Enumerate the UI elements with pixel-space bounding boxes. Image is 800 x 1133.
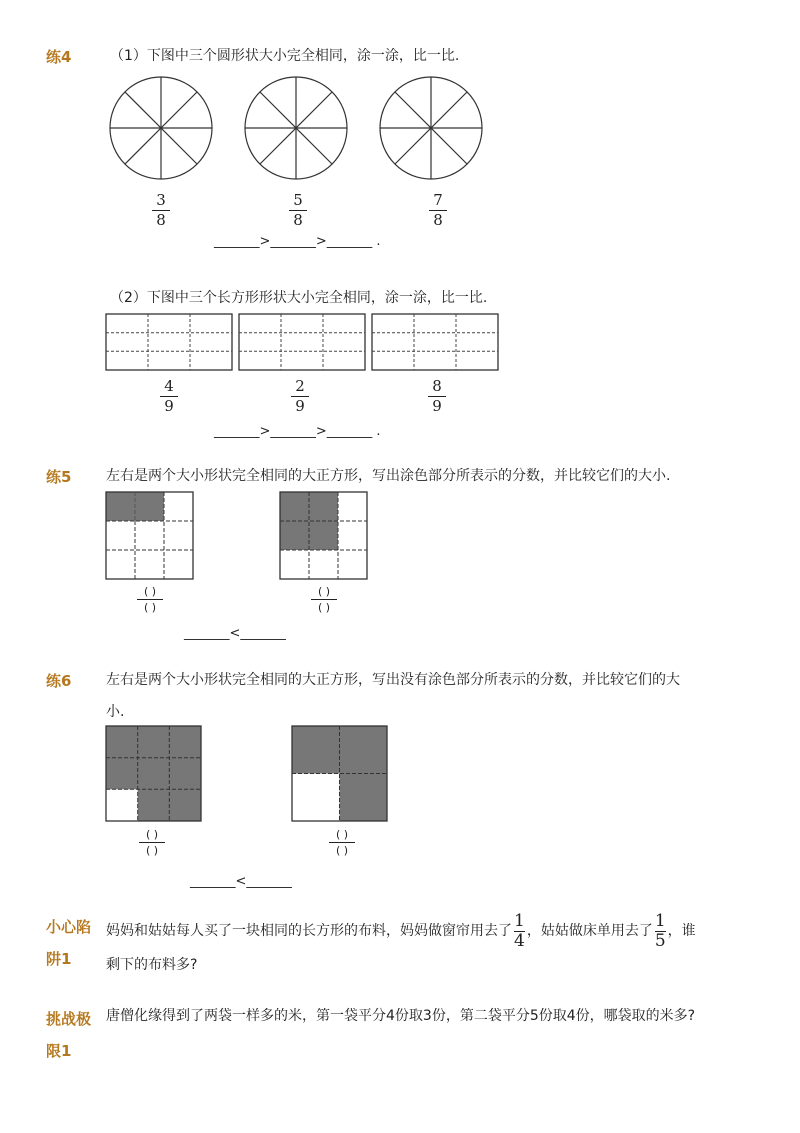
ex6-square-left (106, 726, 201, 821)
ex5-label: 练5 (46, 468, 72, 486)
ex4-part1-prompt: （1）下图中三个圆形状大小完全相同，涂一涂，比一比. (110, 48, 460, 64)
rectangle-3-fraction: 8 9 (428, 378, 446, 415)
rectangle-2-fraction: 2 9 (291, 378, 309, 415)
ex5-right-answer[interactable]: ( ) ( ) (311, 585, 337, 614)
trap1-text-b: ，姑姑做床单用去了 (526, 923, 653, 939)
trap1-label-line1: 小心陷 (46, 918, 92, 936)
ex6-squares-figure (104, 724, 404, 824)
challenge1-label-line1: 挑战极 (46, 1010, 92, 1028)
circle-3-fraction: 7 8 (429, 192, 447, 229)
rectangle-2 (239, 314, 365, 370)
ex5-squares-figure (104, 490, 404, 582)
trap1-text-a: 妈妈和姑姑每人买了一块相同的长方形的布料，妈妈做窗帘用去了 (106, 923, 512, 939)
circle-2 (245, 77, 347, 179)
rectangle-3 (372, 314, 498, 370)
circle-1 (110, 77, 212, 179)
ex5-square-right (280, 492, 367, 579)
trap1-fraction-b: $\frac{1}{5}$ (654, 910, 666, 951)
circles-figure (100, 76, 500, 186)
ex4-part1-compare[interactable]: _______>_______>_______ . (214, 234, 381, 249)
ex5-left-answer[interactable]: ( ) ( ) (137, 585, 163, 614)
ex6-compare[interactable]: _______<_______ (190, 874, 292, 889)
ex4-part2-compare[interactable]: _______>_______>_______ . (214, 424, 381, 439)
ex5-square-left (106, 492, 193, 579)
ex5-compare[interactable]: _______<_______ (184, 626, 286, 641)
ex4-label: 练4 (46, 48, 72, 66)
circle-2-fraction: 5 8 (289, 192, 307, 229)
rectangle-1-fraction: 4 9 (160, 378, 178, 415)
ex6-square-right (292, 726, 387, 821)
ex5-prompt: 左右是两个大小形状完全相同的大正方形，写出涂色部分所表示的分数，并比较它们的大小. (106, 468, 671, 484)
trap1-line2: 剩下的布料多? (106, 957, 198, 973)
ex6-prompt-line1: 左右是两个大小形状完全相同的大正方形，写出没有涂色部分所表示的分数，并比较它们的大 (106, 672, 680, 688)
rectangle-1 (106, 314, 232, 370)
ex6-prompt-line2: 小. (106, 704, 125, 720)
trap1-fraction-a: $\frac{1}{4}$ (514, 910, 525, 951)
circle-1-fraction: 3 8 (152, 192, 170, 229)
ex4-part2-prompt: （2）下图中三个长方形形状大小完全相同，涂一涂，比一比. (110, 290, 488, 306)
trap1-label-line2: 阱1 (46, 950, 72, 968)
circle-3 (380, 77, 482, 179)
challenge1-label-line2: 限1 (46, 1042, 72, 1060)
ex6-left-answer[interactable]: ( ) ( ) (139, 828, 165, 857)
trap1-text-c: ，谁 (667, 923, 696, 939)
trap1-question (106, 912, 696, 950)
ex6-label: 练6 (46, 672, 72, 690)
rectangles-figure (104, 312, 504, 374)
ex6-right-answer[interactable]: ( ) ( ) (329, 828, 355, 857)
challenge1-question: 唐僧化缘得到了两袋一样多的米，第一袋平分4份取3份，第二袋平分5份取4份，哪袋取的米多? (106, 1008, 696, 1024)
